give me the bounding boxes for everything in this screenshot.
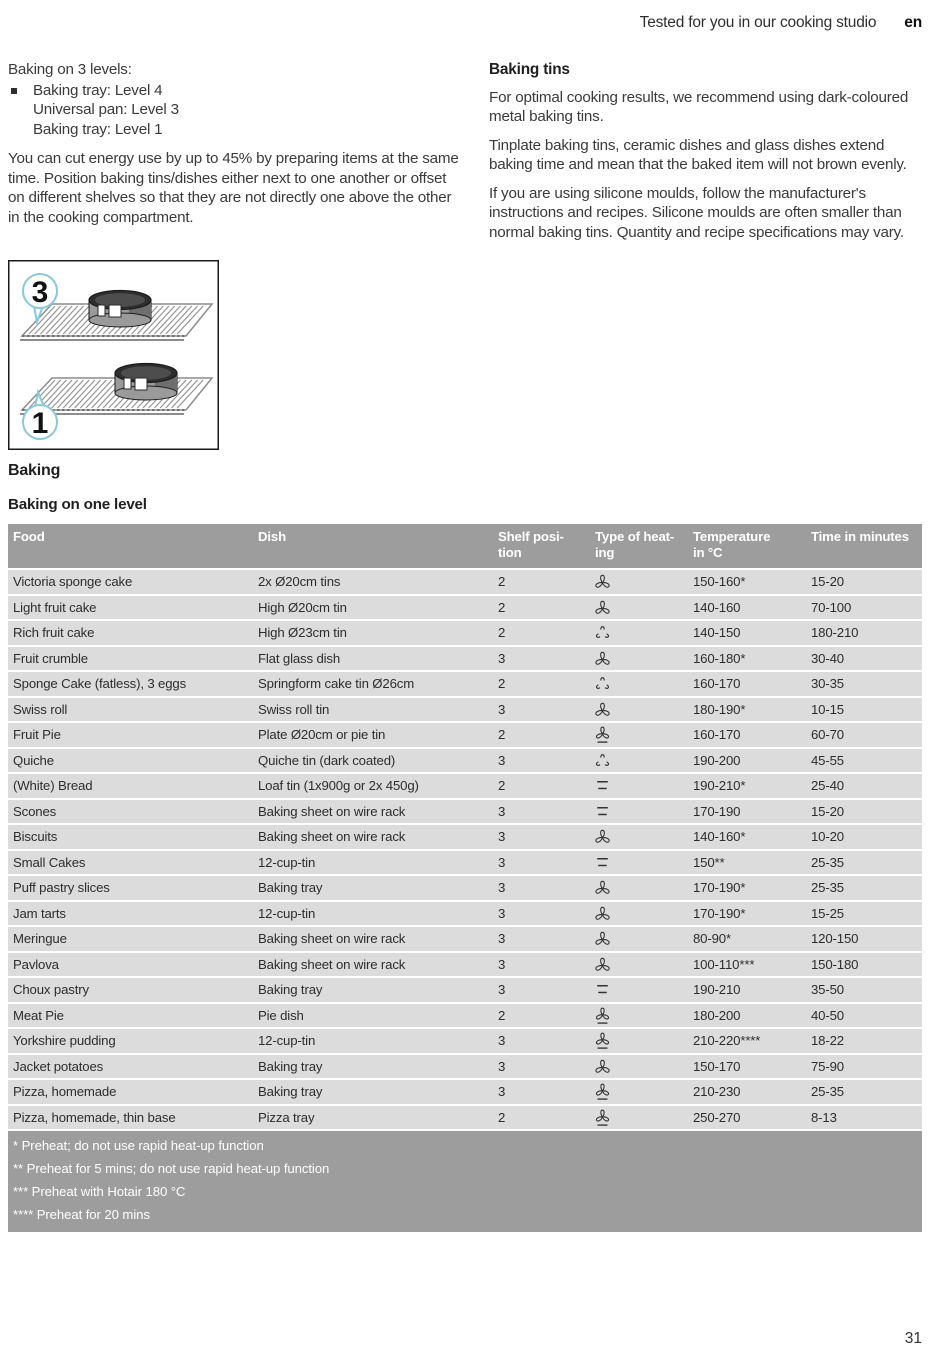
- heating-type-cell: [590, 979, 688, 1000]
- shelf-cell: 3: [498, 752, 506, 768]
- shelf-cell: 3: [498, 931, 506, 947]
- table-row: [8, 570, 922, 594]
- list-item: [8, 81, 460, 101]
- dish-cell: Baking tray: [258, 1058, 323, 1074]
- temp-cell: 150**: [693, 854, 725, 870]
- temp-cell: 140-160*: [693, 829, 746, 845]
- hotair-fan-icon: [594, 929, 611, 949]
- dish-cell: Baking sheet on wire rack: [258, 829, 406, 845]
- column-header: Temperature in °C: [693, 529, 771, 560]
- levels-heading: Baking on 3 levels:: [8, 61, 132, 78]
- shelf-cell: 3: [498, 829, 506, 845]
- time-cell: 18-22: [811, 1033, 844, 1049]
- dish-cell: High Ø20cm tin: [258, 599, 347, 615]
- temp-cell: 210-220****: [693, 1033, 761, 1049]
- food-cell: Fruit crumble: [13, 650, 88, 666]
- hotair-gentle-fan-icon: [594, 674, 611, 694]
- time-cell: 25-35: [811, 1084, 844, 1100]
- heating-type-cell: [590, 597, 688, 618]
- top-bottom-heating-icon: [594, 980, 611, 1000]
- time-cell: 15-25: [811, 905, 844, 921]
- list-item-label: Universal pan: Level 3: [33, 101, 179, 118]
- temp-cell: 140-150: [693, 625, 741, 641]
- dish-cell: Baking tray: [258, 880, 323, 896]
- temp-cell: 150-170: [693, 1058, 741, 1074]
- dish-cell: Baking sheet on wire rack: [258, 956, 406, 972]
- table-row: [8, 851, 922, 875]
- fan-with-bottom-heat-icon: [594, 1031, 611, 1051]
- time-cell: 15-20: [811, 574, 844, 590]
- shelf-cell: 2: [498, 727, 506, 743]
- shelf-cell: 3: [498, 854, 506, 870]
- temp-cell: 170-190: [693, 803, 741, 819]
- temp-cell: 170-190*: [693, 905, 746, 921]
- left-text-column: [8, 60, 460, 236]
- list-item-label: Baking tray: Level 1: [33, 120, 163, 138]
- temp-cell: 190-210*: [693, 778, 746, 794]
- top-bottom-heating-icon: [594, 853, 611, 873]
- temp-cell: 160-180*: [693, 650, 746, 666]
- dish-cell: Plate Ø20cm or pie tin: [258, 727, 386, 743]
- top-bottom-heating-icon: [594, 802, 611, 822]
- food-cell: Pizza, homemade: [13, 1084, 117, 1100]
- shelf-cell: 3: [498, 701, 506, 717]
- time-cell: 30-35: [811, 676, 844, 692]
- food-cell: Biscuits: [13, 829, 58, 845]
- right-text-column: [489, 60, 926, 251]
- heating-type-cell: [590, 750, 688, 771]
- dish-cell: 12-cup-tin: [258, 905, 316, 921]
- shelf-cell: 3: [498, 956, 506, 972]
- temp-cell: 100-110***: [693, 956, 755, 972]
- body-paragraph: You can cut energy use by up to 45% by preparing items at the same time. Position baking tins/dishes either next to one another or offset on different shelves so that they are not directly one above the other in the cooking compartment.: [8, 150, 459, 226]
- oven-levels-illustration: [8, 260, 219, 455]
- table-row: [8, 596, 922, 620]
- shelf-cell: 2: [498, 1109, 506, 1125]
- table-footnote: * Preheat; do not use rapid heat-up function: [13, 1138, 264, 1153]
- list-item: [8, 120, 460, 140]
- dish-cell: Pie dish: [258, 1007, 304, 1023]
- time-cell: 45-55: [811, 752, 844, 768]
- hotair-fan-icon: [594, 827, 611, 847]
- body-paragraph: Tinplate baking tins, ceramic dishes and glass dishes extend baking time and mean that the baked item will not brown evenly.: [489, 136, 907, 173]
- food-cell: Scones: [13, 803, 57, 819]
- time-cell: 40-50: [811, 1007, 844, 1023]
- dish-cell: Loaf tin (1x900g or 2x 450g): [258, 778, 419, 794]
- food-cell: Fruit Pie: [13, 727, 61, 743]
- column-header: Food: [13, 529, 45, 544]
- temp-cell: 170-190*: [693, 880, 746, 896]
- food-cell: (White) Bread: [13, 778, 93, 794]
- heating-type-cell: [590, 1030, 688, 1051]
- temp-cell: 140-160: [693, 599, 741, 615]
- temp-cell: 190-210: [693, 982, 741, 998]
- table-row: [8, 621, 922, 645]
- table-row: [8, 927, 922, 951]
- heating-type-cell: [590, 622, 688, 643]
- table-row: [8, 1004, 922, 1028]
- dish-cell: Pizza tray: [258, 1109, 315, 1125]
- time-cell: 35-50: [811, 982, 844, 998]
- time-cell: 70-100: [811, 599, 852, 615]
- shelf-cell: 2: [498, 574, 506, 590]
- food-cell: Quiche: [13, 752, 54, 768]
- food-cell: Yorkshire pudding: [13, 1033, 116, 1049]
- dish-cell: Swiss roll tin: [258, 701, 330, 717]
- shelf-cell: 2: [498, 625, 506, 641]
- cake-tin: [115, 364, 177, 401]
- hotair-fan-icon: [594, 598, 611, 618]
- fan-with-bottom-heat-icon: [594, 1108, 611, 1128]
- level-3-label: 3: [31, 276, 49, 309]
- temp-cell: 250-270: [693, 1109, 741, 1125]
- baking-tins-heading: Baking tins: [489, 61, 570, 78]
- time-cell: 25-35: [811, 880, 844, 896]
- table-row: [8, 876, 922, 900]
- table-body: [8, 570, 922, 1129]
- dish-cell: 2x Ø20cm tins: [258, 574, 341, 590]
- heating-type-cell: [590, 1081, 688, 1102]
- heating-type-cell: [590, 699, 688, 720]
- dish-cell: Baking tray: [258, 1084, 323, 1100]
- temp-cell: 210-230: [693, 1084, 741, 1100]
- fan-with-bottom-heat-icon: [594, 1006, 611, 1026]
- heating-type-cell: [590, 775, 688, 796]
- table-row: [8, 647, 922, 671]
- food-cell: Pizza, homemade, thin base: [13, 1109, 176, 1125]
- table-row: [8, 1106, 922, 1130]
- table-row: [8, 749, 922, 773]
- table-row: [8, 723, 922, 747]
- shelf-cell: 3: [498, 880, 506, 896]
- table-footnotes: [8, 1131, 922, 1232]
- time-cell: 150-180: [811, 956, 859, 972]
- dish-cell: Flat glass dish: [258, 650, 341, 666]
- hotair-fan-icon: [594, 1057, 611, 1077]
- heating-type-cell: [590, 571, 688, 592]
- time-cell: 75-90: [811, 1058, 844, 1074]
- body-paragraph: If you are using silicone moulds, follow the manufacturer's instructions and recipes. Silicone moulds are often smaller than normal baking tins. Quantity and recipe specifications may vary.: [489, 184, 904, 241]
- section-subheading: Baking on one level: [8, 496, 147, 513]
- food-cell: Sponge Cake (fatless), 3 eggs: [13, 676, 187, 692]
- food-cell: Meat Pie: [13, 1007, 64, 1023]
- heating-type-cell: [590, 673, 688, 694]
- heating-type-cell: [590, 648, 688, 669]
- table-row: [8, 800, 922, 824]
- food-cell: Small Cakes: [13, 854, 86, 870]
- time-cell: 10-15: [811, 701, 844, 717]
- temp-cell: 180-190*: [693, 701, 746, 717]
- page-header: [640, 14, 922, 32]
- food-cell: Choux pastry: [13, 982, 89, 998]
- heating-type-cell: [590, 954, 688, 975]
- dish-cell: Baking sheet on wire rack: [258, 931, 406, 947]
- time-cell: 180-210: [811, 625, 859, 641]
- body-paragraph: For optimal cooking results, we recommend using dark-coloured metal baking tins.: [489, 88, 909, 125]
- time-cell: 10-20: [811, 829, 844, 845]
- food-cell: Victoria sponge cake: [13, 574, 133, 590]
- dish-cell: Springform cake tin Ø26cm: [258, 676, 415, 692]
- table-row: [8, 825, 922, 849]
- heating-type-cell: [590, 903, 688, 924]
- shelf-cell: 3: [498, 905, 506, 921]
- level-1-label: 1: [31, 407, 49, 440]
- shelf-cell: 2: [498, 1007, 506, 1023]
- shelf-cell: 3: [498, 982, 506, 998]
- levels-list: [8, 81, 460, 140]
- shelf-cell: 2: [498, 599, 506, 615]
- dish-cell: Baking sheet on wire rack: [258, 803, 406, 819]
- cake-tin: [89, 291, 151, 328]
- time-cell: 8-13: [811, 1109, 837, 1125]
- shelf-cell: 3: [498, 1033, 506, 1049]
- table-row: [8, 953, 922, 977]
- page-number: 31: [904, 1330, 922, 1347]
- temp-cell: 80-90*: [693, 931, 731, 947]
- hotair-gentle-fan-icon: [594, 751, 611, 771]
- table-row: [8, 672, 922, 696]
- shelf-cell: 2: [498, 676, 506, 692]
- food-cell: Jam tarts: [13, 905, 66, 921]
- fan-with-bottom-heat-icon: [594, 1082, 611, 1102]
- heating-type-cell: [590, 1005, 688, 1026]
- hotair-fan-icon: [594, 904, 611, 924]
- heating-type-cell: [590, 826, 688, 847]
- time-cell: 15-20: [811, 803, 844, 819]
- table-footnote: **** Preheat for 20 mins: [13, 1207, 150, 1222]
- table-row: [8, 1055, 922, 1079]
- column-header: Dish: [258, 529, 286, 544]
- table-row: [8, 902, 922, 926]
- table-row: [8, 698, 922, 722]
- column-header: Type of heat- ing: [595, 529, 675, 560]
- dish-cell: 12-cup-tin: [258, 1033, 316, 1049]
- table-row: [8, 1080, 922, 1104]
- column-header: Time in minutes: [811, 529, 909, 544]
- table-row: [8, 1029, 922, 1053]
- hotair-fan-icon: [594, 649, 611, 669]
- hotair-fan-icon: [594, 572, 611, 592]
- time-cell: 30-40: [811, 650, 844, 666]
- table-header-row: [8, 524, 922, 568]
- list-item: [8, 100, 460, 120]
- shelf-cell: 3: [498, 650, 506, 666]
- heating-type-cell: [590, 1056, 688, 1077]
- shelf-cell: 2: [498, 778, 506, 794]
- time-cell: 25-35: [811, 854, 844, 870]
- hotair-gentle-fan-icon: [594, 623, 611, 643]
- dish-cell: Quiche tin (dark coated): [258, 752, 396, 768]
- food-cell: Meringue: [13, 931, 67, 947]
- food-cell: Swiss roll: [13, 701, 68, 717]
- food-cell: Light fruit cake: [13, 599, 97, 615]
- table-footnote: *** Preheat with Hotair 180 °C: [13, 1184, 186, 1199]
- dish-cell: High Ø23cm tin: [258, 625, 347, 641]
- time-cell: 25-40: [811, 778, 844, 794]
- food-cell: Pavlova: [13, 956, 59, 972]
- time-cell: 120-150: [811, 931, 859, 947]
- shelf-cell: 3: [498, 1058, 506, 1074]
- hotair-fan-icon: [594, 700, 611, 720]
- section-heading: Baking: [8, 462, 61, 479]
- heating-type-cell: [590, 877, 688, 898]
- list-item-label: Baking tray: Level 4: [33, 81, 163, 99]
- time-cell: 60-70: [811, 727, 844, 743]
- heating-type-cell: [590, 1107, 688, 1128]
- table-footnote: ** Preheat for 5 mins; do not use rapid heat-up function: [13, 1161, 330, 1176]
- shelf-cell: 3: [498, 803, 506, 819]
- temp-cell: 180-200: [693, 1007, 741, 1023]
- hotair-fan-icon: [594, 955, 611, 975]
- hotair-fan-icon: [594, 878, 611, 898]
- temp-cell: 160-170: [693, 727, 741, 743]
- table-row: [8, 978, 922, 1002]
- heating-type-cell: [590, 724, 688, 745]
- heating-type-cell: [590, 801, 688, 822]
- shelf-cell: 3: [498, 1084, 506, 1100]
- dish-cell: 12-cup-tin: [258, 854, 316, 870]
- food-cell: Jacket potatoes: [13, 1058, 104, 1074]
- column-header: Shelf posi- tion: [498, 529, 564, 560]
- table-row: [8, 774, 922, 798]
- top-bottom-heating-icon: [594, 776, 611, 796]
- temp-cell: 160-170: [693, 676, 741, 692]
- heating-type-cell: [590, 928, 688, 949]
- language-code: en: [904, 14, 922, 31]
- heating-type-cell: [590, 852, 688, 873]
- header-title: Tested for you in our cooking studio: [639, 14, 877, 31]
- temp-cell: 190-200: [693, 752, 741, 768]
- dish-cell: Baking tray: [258, 982, 323, 998]
- food-cell: Puff pastry slices: [13, 880, 110, 896]
- baking-table: [8, 524, 922, 1232]
- food-cell: Rich fruit cake: [13, 625, 95, 641]
- fan-with-bottom-heat-icon: [594, 725, 611, 745]
- temp-cell: 150-160*: [693, 574, 746, 590]
